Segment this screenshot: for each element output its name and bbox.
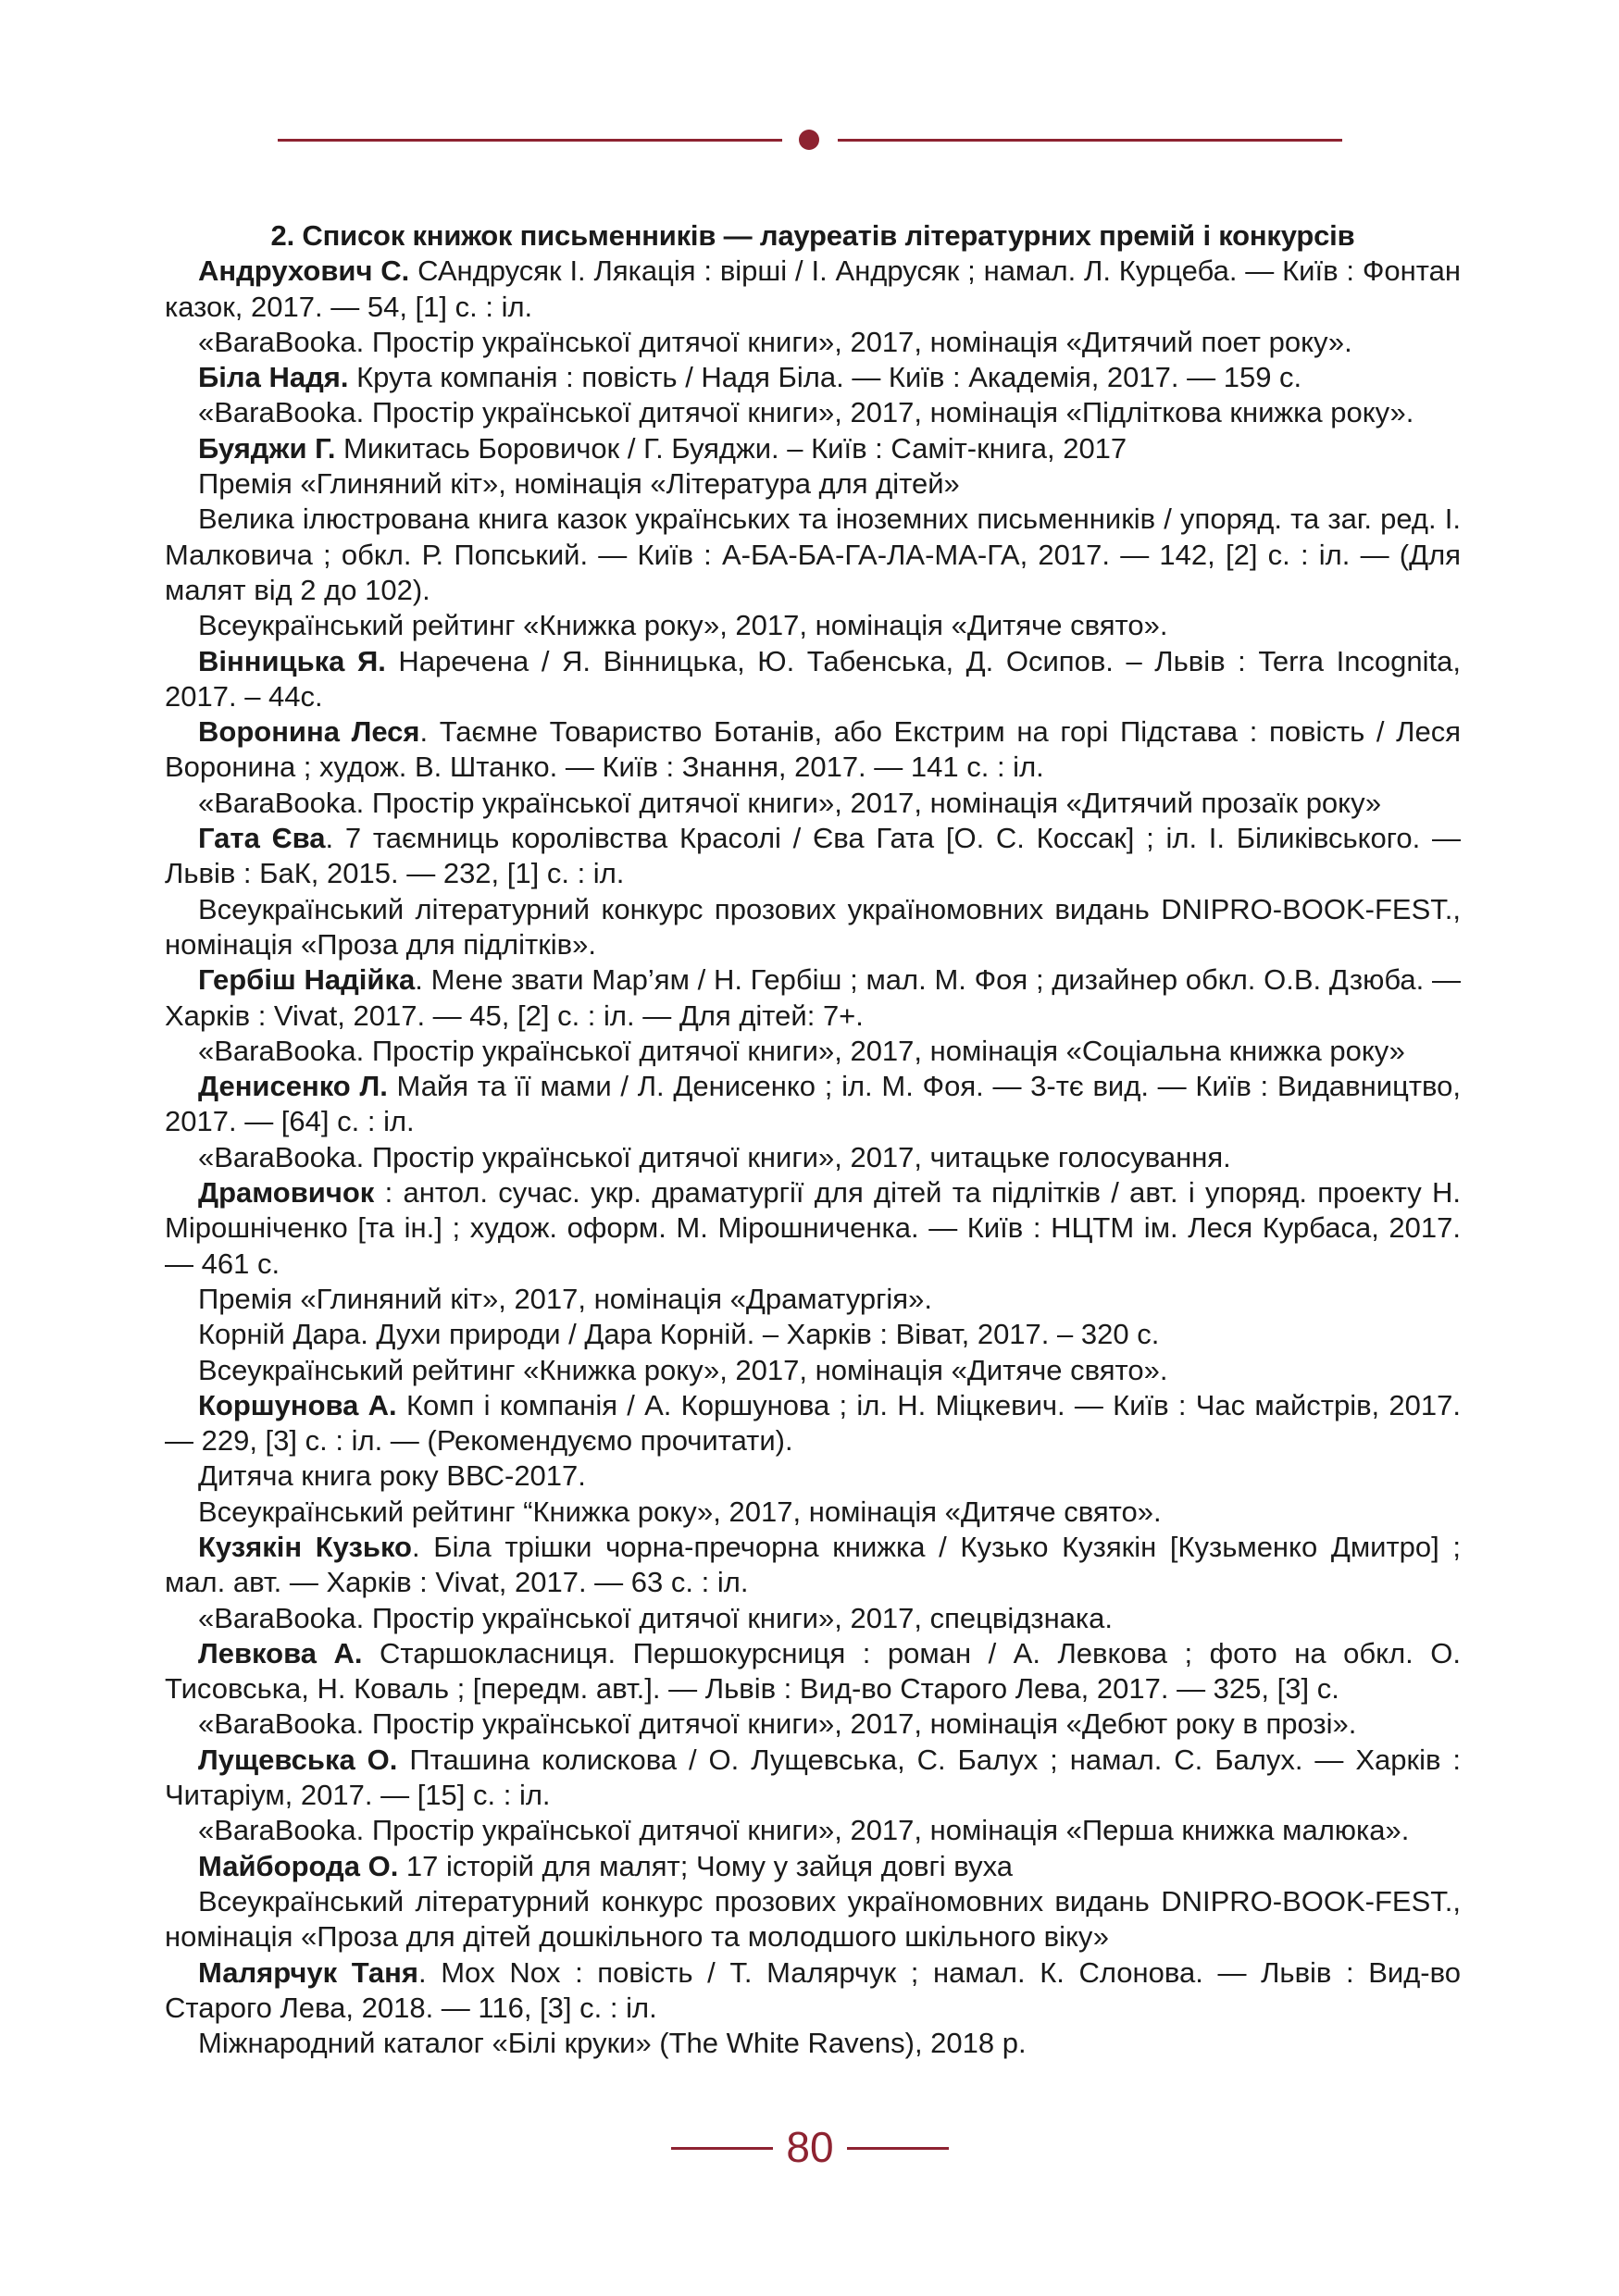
entry-paragraph — [165, 1388, 1461, 1459]
entry-text: 17 історій для малят; Чому у зайця довгі вуха — [398, 1849, 1013, 1882]
entry-text: Премія «Глиняний кіт», номінація «Література для дітей» — [198, 467, 960, 501]
entry-paragraph — [165, 1317, 1461, 1352]
ornament-line-right — [838, 139, 1342, 142]
entry-paragraph — [165, 1458, 1461, 1494]
entry-author: Андрухович С. — [198, 254, 410, 288]
entry-text: . Mox Nox : повість / Т. Малярчук ; намал. К. Слонова. — Львів : Вид-во Старого Лева, 2018. — 116, [3] с. : іл. — [165, 1955, 1461, 2024]
entry-paragraph — [165, 1530, 1461, 1601]
entry-text: «BaraBooka. Простір української дитячої книги», 2017, номінація «Підліткова книжка року». — [198, 396, 1414, 429]
entry-paragraph — [165, 466, 1461, 502]
entry-author: Гербіш Надійка — [198, 963, 416, 997]
entry-paragraph — [165, 1282, 1461, 1317]
entry-text: Всеукраїнський літературний конкурс прозових україномовних видань DNIPRO-BOOK-FEST., номінація «Проза для дітей дошкільного та молодшого шкільного віку» — [165, 1884, 1461, 1954]
entry-text: Міжнародний каталог «Білі круки» (The White Ravens), 2018 р. — [198, 2027, 1027, 2060]
entry-text: Крута компанія : повість / Надя Біла. — Київ : Академія, 2017. — 159 с. — [348, 361, 1302, 394]
entry-paragraph — [165, 1849, 1461, 1884]
entry-paragraph — [165, 395, 1461, 430]
entry-text: «BaraBooka. Простір української дитячої книги», 2017, номінація «Перша книжка малюка». — [198, 1814, 1410, 1847]
entry-text: «BaraBooka. Простір української дитячої книги», 2017, номінація «Дитячий поет року». — [198, 325, 1352, 358]
entry-paragraph — [165, 1884, 1461, 1955]
entry-text: Всеукраїнський рейтинг «Книжка року», 2017, номінація «Дитяче свято». — [198, 1353, 1168, 1386]
entry-paragraph — [165, 1743, 1461, 1814]
entry-text: САндрусяк І. Лякація : вірші / І. Андрусяк ; намал. Л. Курцеба. — Київ : Фонтан казок, 2017. — 54, [1] с. : іл. — [165, 254, 1461, 323]
entry-author: Лущевська О. — [198, 1743, 398, 1776]
entry-text: «BaraBooka. Простір української дитячої книги», 2017, спецвідзнака. — [198, 1601, 1114, 1634]
entry-paragraph — [165, 786, 1461, 821]
entry-author: Біла Надя. — [198, 361, 349, 394]
ornament-dot — [799, 130, 819, 150]
entry-paragraph — [165, 1175, 1461, 1282]
document-body — [165, 218, 1461, 2061]
entry-text: Всеукраїнський літературний конкурс прозових україномовних видань DNIPRO-BOOK-FEST., номінація «Проза для підлітків». — [165, 892, 1461, 961]
page-footer — [0, 2119, 1619, 2175]
entry-author: Воронина Леся — [198, 715, 420, 749]
entry-text: Всеукраїнський рейтинг «Книжка року», 2017, номінація «Дитяче свято». — [198, 609, 1168, 642]
entry-list — [165, 254, 1461, 2061]
entry-paragraph — [165, 1706, 1461, 1742]
entry-paragraph — [165, 2026, 1461, 2061]
entry-paragraph — [165, 714, 1461, 786]
footer-line-right — [847, 2147, 949, 2150]
entry-paragraph — [165, 254, 1461, 325]
entry-author: Денисенко Л. — [198, 1070, 388, 1103]
entry-paragraph — [165, 1069, 1461, 1140]
entry-author: Левкова А. — [198, 1636, 363, 1669]
entry-author: Кузякін Кузько — [198, 1530, 412, 1563]
entry-paragraph — [165, 502, 1461, 608]
entry-author: Гата Єва — [198, 822, 326, 855]
entry-author: Коршунова А. — [198, 1388, 397, 1421]
entry-author: Майборода О. — [198, 1849, 399, 1882]
entry-text: «BaraBooka. Простір української дитячої книги», 2017, номінація «Дитячий прозаїк року» — [198, 786, 1382, 819]
page-number: 80 — [786, 2123, 834, 2171]
entry-paragraph — [165, 962, 1461, 1034]
ornament-line-left — [278, 139, 782, 142]
entry-paragraph — [165, 1955, 1461, 2027]
entry-text: Дитяча книга року ВВС-2017. — [198, 1459, 586, 1493]
entry-paragraph — [165, 1636, 1461, 1707]
entry-paragraph — [165, 360, 1461, 395]
entry-paragraph — [165, 325, 1461, 360]
entry-text: Велика ілюстрована книга казок українських та іноземних письменників / упоряд. та заг. ред. І. Малковича ; обкл. Р. Попський. — Київ : А-БА-БА-ГА-ЛА-МА-ГА, 2017. — 142, [2] с. : іл. — (Для малят від 2 до 102). — [165, 503, 1461, 606]
entry-paragraph — [165, 821, 1461, 892]
entry-paragraph — [165, 1034, 1461, 1069]
entry-text: : антол. сучас. укр. драматургії для дітей та підлітків / авт. і упоряд. проекту Н. Мірошніченко [та ін.] ; худож. оформ. М. Мірошниченка. — Київ : НЦТМ ім. Леся Курбаса, 2017. — 461 с. — [165, 1176, 1461, 1280]
entry-text: «BaraBooka. Простір української дитячої книги», 2017, номінація «Дебют року в прозі». — [198, 1707, 1357, 1741]
entry-text: Пташина колискова / О. Лущевська, С. Балух ; намал. С. Балух. — Харків : Читаріум, 2017. — [15] с. : іл. — [165, 1743, 1461, 1812]
entry-text: Микитась Боровичок / Г. Буяджи. – Київ : Саміт-книга, 2017 — [335, 431, 1127, 465]
entry-text: «BaraBooka. Простір української дитячої книги», 2017, номінація «Соціальна книжка року» — [198, 1034, 1405, 1067]
entry-paragraph — [165, 431, 1461, 466]
footer-line-left — [671, 2147, 773, 2150]
entry-text: Всеукраїнський рейтинг “Книжка року», 2017, номінація «Дитяче свято». — [198, 1495, 1162, 1528]
entry-author: Буяджи Г. — [198, 431, 336, 465]
entry-paragraph — [165, 1601, 1461, 1636]
entry-text: . 7 таємниць королівства Красолі / Єва Гата [О. С. Коссак] ; іл. І. Біликівського. — Львів : БаК, 2015. — 232, [1] с. : іл. — [165, 822, 1461, 890]
top-ornament — [278, 130, 1342, 152]
entry-paragraph — [165, 1495, 1461, 1530]
entry-author: Малярчук Таня — [198, 1955, 418, 1989]
entry-text: «BaraBooka. Простір української дитячої книги», 2017, читацьке голосування. — [198, 1140, 1231, 1173]
entry-paragraph — [165, 1353, 1461, 1388]
entry-text: Корній Дара. Духи природи / Дара Корній. – Харків : Віват, 2017. – 320 с. — [198, 1318, 1160, 1351]
entry-text: Старшокласниця. Першокурсниця : роман / А. Левкова ; фото на обкл. О. Тисовська, Н. Коваль ; [передм. авт.]. — Львів : Вид-во Старого Лева, 2017. — 325, [3] с. — [165, 1636, 1461, 1706]
entry-paragraph — [165, 1140, 1461, 1175]
entry-text: . Біла трішки чорна-пречорна книжка / Кузько Кузякін [Кузьменко Дмитро] ; мал. авт. — Харків : Vivat, 2017. — 63 с. : іл. — [165, 1530, 1461, 1599]
entry-paragraph — [165, 892, 1461, 963]
entry-text: Комп і компанія / А. Коршунова ; іл. Н. Міцкевич. — Київ : Час майстрів, 2017. — 229, [3] с. : іл. — (Рекомендуємо прочитати). — [165, 1388, 1461, 1458]
entry-text: . Таємне Товариство Ботанів, або Екстрим на горі Підстава : повість / Леся Воронина ; худож. В. Штанко. — Київ : Знання, 2017. — 141 с. : іл. — [165, 715, 1461, 784]
entry-text: Майя та її мами / Л. Денисенко ; іл. М. Фоя. — 3-тє вид. — Київ : Видавництво, 2017. — [64] с. : іл. — [165, 1070, 1461, 1138]
entry-paragraph — [165, 644, 1461, 715]
entry-paragraph — [165, 608, 1461, 643]
entry-paragraph — [165, 1813, 1461, 1848]
entry-text: Наречена / Я. Вінницька, Ю. Табенська, Д. Осипов. – Львів : Terra Incognita, 2017. – 44с. — [165, 644, 1462, 713]
entry-author: Вінницька Я. — [198, 644, 386, 677]
entry-text: Премія «Глиняний кіт», 2017, номінація «Драматургія». — [198, 1282, 932, 1315]
section-title: 2. Список книжок письменників — лауреатів літературних премій і конкурсів — [270, 219, 1355, 252]
entry-author: Драмовичок — [198, 1176, 375, 1210]
entry-text: . Мене звати Мар’ям / Н. Гербіш ; мал. М. Фоя ; дизайнер обкл. О.В. Дзюба. — Харків : Vivat, 2017. — 45, [2] с. : іл. — Для дітей: 7+. — [165, 963, 1461, 1032]
